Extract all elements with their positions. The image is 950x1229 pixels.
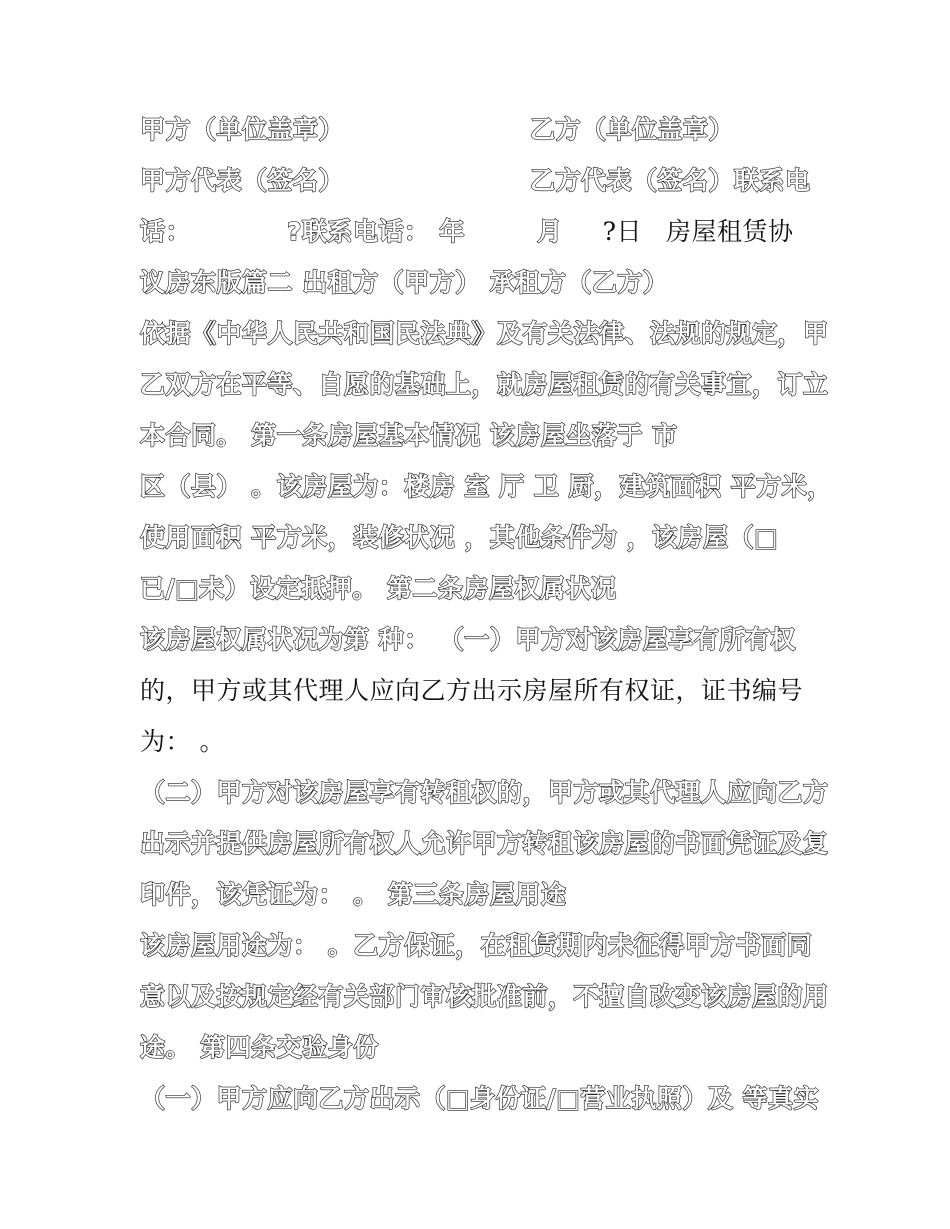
text-segment: 途。 第四条交验身份	[140, 1033, 379, 1062]
text-segment: 出示并提供房屋所有权人允许甲方转租该房屋的书面凭证及复	[140, 829, 829, 858]
document-line	[140, 1028, 379, 1068]
text-segment: 甲方（单位盖章）	[140, 115, 345, 144]
text-segment: 年	[439, 217, 466, 246]
text-segment: 本合同。 第一条房屋基本情况 该房屋坐落于 市	[140, 421, 678, 450]
text-segment: 乙双方在平等、自愿的基础上，就房屋租赁的有关事宜，订立	[140, 370, 829, 399]
text-segment: 月	[537, 217, 563, 246]
text-segment: （一）甲方应向乙方出示（□身份证/□营业执照）及 等真实	[140, 1084, 820, 1113]
document-line	[140, 824, 829, 864]
document-line	[140, 1079, 819, 1119]
document-line	[140, 110, 734, 150]
text-segment: 已/□未）设定抵押。 第二条房屋权属状况	[140, 574, 617, 603]
text-segment: 意以及按规定经有关部门审核批准前，不擅自改变该房屋的用	[140, 982, 829, 1011]
document-line	[140, 722, 225, 762]
text-segment: 该房屋权属状况为第 种： （一）甲方对该房屋享有所有权	[140, 625, 796, 654]
text-segment: 话：	[140, 217, 192, 246]
document-line	[140, 518, 778, 558]
document-line	[140, 416, 678, 456]
document-line	[140, 365, 829, 405]
document-line	[140, 926, 812, 966]
document-line	[140, 314, 829, 354]
text-segment: 印件，该凭证为： 。 第三条房屋用途	[140, 880, 567, 909]
text-segment: 甲方代表（签名）	[140, 166, 345, 195]
text-segment: 议房东版篇二 出租方（甲方） 承租方（乙方）	[140, 268, 669, 297]
document-line	[140, 161, 811, 201]
document-line	[140, 467, 833, 507]
text-segment: 房屋租赁协	[665, 217, 794, 246]
document-line	[140, 875, 566, 915]
text-segment: 乙方（单位盖章）	[530, 115, 735, 144]
text-segment: 使用面积 平方米，装修状况 ，其他条件为 ，该房屋（□	[140, 523, 779, 552]
document-line	[140, 773, 829, 813]
document-line	[140, 569, 616, 609]
text-segment: 为： 。	[140, 727, 225, 756]
text-segment: ?日	[602, 217, 642, 246]
document-line	[140, 620, 796, 660]
text-segment: 依据《中华人民共和国民法典》及有关法律、法规的规定，甲	[140, 319, 829, 348]
text-segment: ?联系电话：	[287, 217, 430, 246]
document-line	[140, 977, 829, 1017]
text-segment: 该房屋用途为： 。乙方保证，在租赁期内未征得甲方书面同	[140, 931, 813, 960]
text-segment: 区（县） 。该房屋为：楼房 室 厅 卫 厨，建筑面积 平方米，	[140, 472, 833, 501]
text-segment: 的，甲方或其代理人应向乙方出示房屋所有权证，证书编号	[140, 676, 804, 705]
document-line	[140, 671, 803, 711]
text-segment: 乙方代表（签名）联系电	[530, 166, 811, 195]
text-segment: （二）甲方对该房屋享有转租权的，甲方或其代理人应向乙方	[140, 778, 829, 807]
document-line	[140, 263, 668, 303]
document-line	[140, 212, 793, 252]
